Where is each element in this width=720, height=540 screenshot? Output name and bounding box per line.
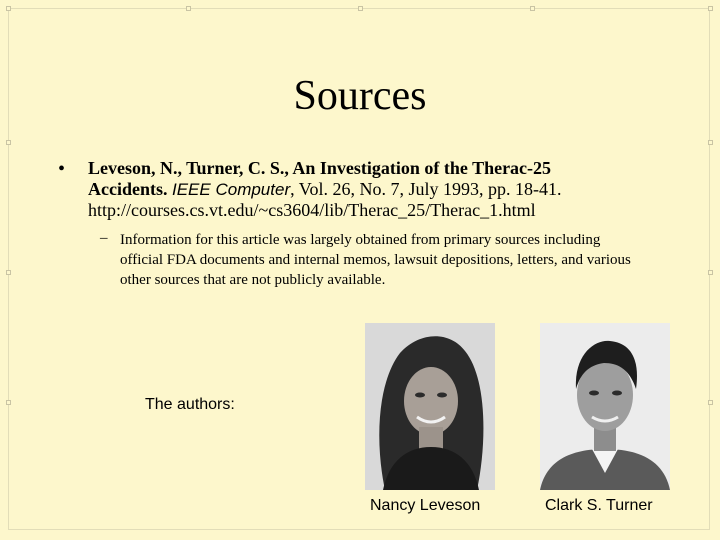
portrait-clark-turner	[540, 323, 670, 490]
border-tick-icon	[708, 6, 713, 11]
border-tick-icon	[6, 400, 11, 405]
border-tick-icon	[708, 140, 713, 145]
citation-text	[88, 158, 688, 221]
caption-nancy-leveson: Nancy Leveson	[370, 497, 481, 514]
border-tick-icon	[530, 6, 535, 11]
sub-bullet-marker: –	[100, 230, 108, 246]
portrait-photo-icon	[365, 323, 495, 490]
bullet-marker: •	[58, 158, 66, 180]
border-tick-icon	[6, 6, 11, 11]
caption-clark-turner: Clark S. Turner	[545, 497, 653, 514]
border-tick-icon	[6, 270, 11, 275]
border-tick-icon	[708, 270, 713, 275]
authors-label: The authors:	[145, 396, 235, 413]
border-tick-icon	[6, 140, 11, 145]
portrait-nancy-leveson	[365, 323, 495, 490]
border-tick-icon	[358, 6, 363, 11]
border-tick-icon	[186, 6, 191, 11]
citation-journal: IEEE Computer	[172, 180, 291, 199]
portrait-photo-icon	[540, 323, 670, 490]
citation-url[interactable]: http://courses.cs.vt.edu/~cs3604/lib/Therac_25/Therac_1.html	[88, 200, 536, 220]
citation-title-end: Accidents.	[88, 179, 168, 199]
citation-authors-title: Leveson, N., Turner, C. S., An Investigation of the Therac-25	[88, 158, 552, 178]
slide-title: Sources	[293, 73, 427, 119]
border-tick-icon	[708, 400, 713, 405]
sub-point-text: Information for this article was largely obtained from primary sources including official FDA documents and internal memos, lawsuit depositions, letters, and various other sources that are not publicly available.	[120, 232, 631, 288]
citation-details: , Vol. 26, No. 7, July 1993, pp. 18-41.	[290, 179, 562, 199]
